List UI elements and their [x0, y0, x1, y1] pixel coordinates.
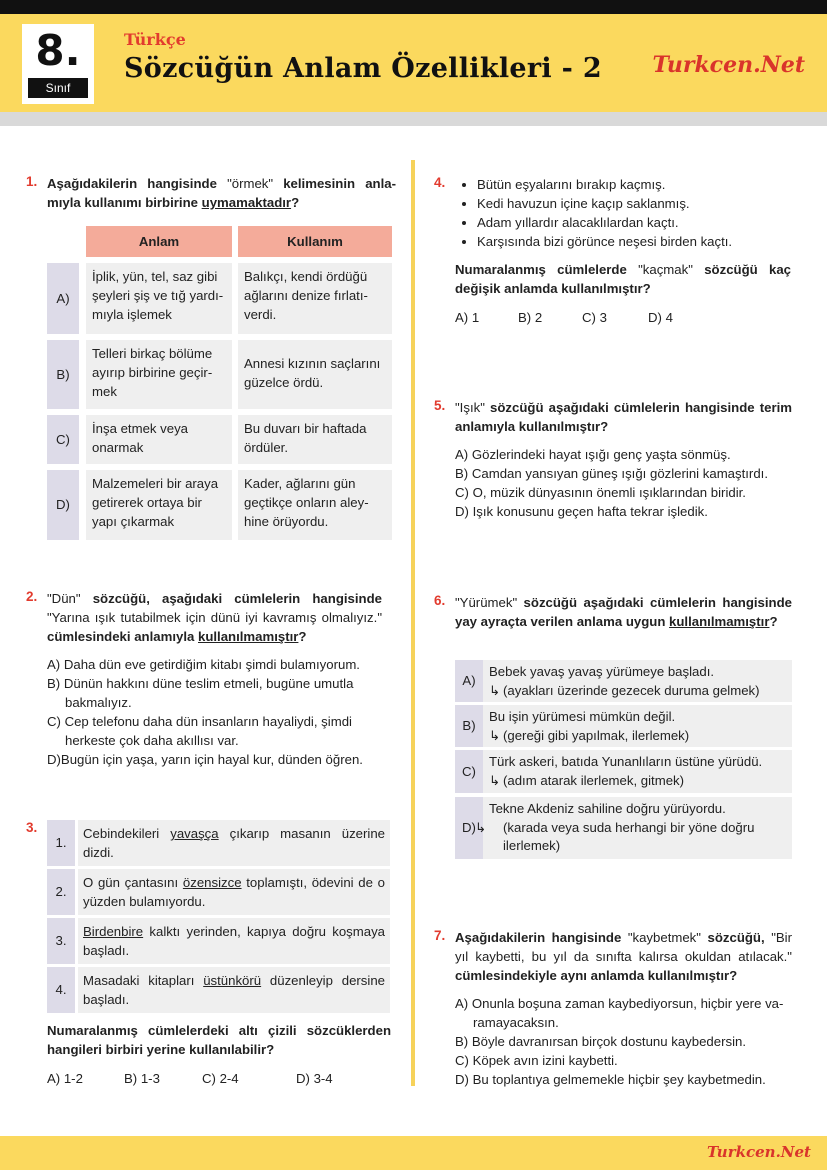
return-arrow-icon: ↳: [489, 682, 501, 698]
question-stem: Aşağıdakilerin hangisinde "kaybetmek" sözcüğü, "Bir yıl kaybetti, bu yıl da sınıfta kalırsa okuldan atılacak." cümlesindekiyle aynı anlamda kullanılmıştır?: [455, 930, 792, 983]
usage-cell: Bu duvarı bir haftada ördüler.: [238, 415, 392, 464]
question-2: [26, 589, 382, 769]
option-label: C): [47, 415, 79, 464]
option-c[interactable]: C) Köpek avın izini kaybetti.: [455, 1053, 618, 1068]
option-d[interactable]: D)Bugün için yaşa, yarın için hayal kur, dünden öğren.: [47, 752, 363, 767]
question-1: [26, 174, 396, 212]
question-number: 2.: [26, 589, 38, 604]
meaning-cell: Malzemeleri bir araya getirerek ortaya bir yapı çıkarmak: [86, 470, 232, 540]
option-label: B): [47, 340, 79, 409]
question-stem: Numaralanmış cümlelerdeki altı çizili sözcüklerden hangileri birbiri yerine kullanılabilir?: [47, 1023, 391, 1057]
option-d[interactable]: D) 4: [648, 310, 673, 325]
option-b[interactable]: B) Dünün hakkını düne teslim etmeli, bugüne umutla bakmalıyız.: [47, 676, 354, 710]
header-band: [0, 112, 827, 126]
option-a[interactable]: A) Daha dün eve getirdiğim kitabı şimdi bulamıyorum.: [47, 657, 360, 672]
option-c[interactable]: C) O, müzik dünyasının önemli ışıklarından biridir.: [455, 485, 746, 500]
list-item: • Karşısında bizi görünce neşesi birden kaçtı.: [477, 232, 807, 251]
sentence-number: 2.: [47, 869, 75, 915]
grade-number: 8.: [35, 26, 81, 75]
return-arrow-icon: ↳: [489, 772, 501, 788]
site-logo: Turkcen.Net: [652, 52, 805, 78]
question-stem: "Işık" sözcüğü aşağıdaki cümlelerin hangisinde terim anlamıyla kullanılmıştır?: [455, 400, 792, 434]
footer-logo: Turkcen.Net: [707, 1143, 811, 1161]
list-item: • Bütün eşyalarını bırakıp kaçmış.: [477, 175, 807, 194]
sentence-list: [477, 175, 807, 251]
list-item: • Kedi havuzun içine kaçıp saklanmış.: [477, 194, 807, 213]
question-number: 6.: [434, 593, 446, 608]
option-label: A): [455, 660, 483, 702]
subject-title: Türkçe: [124, 30, 186, 49]
option-b[interactable]: B) 1-3: [124, 1071, 160, 1086]
meaning-cell: İplik, yün, tel, saz gibi şeyleri şiş ve tığ yardımıyla işlemek: [86, 263, 232, 334]
meaning-cell: Telleri birkaç bölüme ayırıp birbirine geçirmek: [86, 340, 232, 409]
question-6: [434, 593, 792, 631]
question-number: 4.: [434, 175, 446, 190]
option-c[interactable]: C) 3: [582, 310, 607, 325]
option-a[interactable]: A) Gözlerindeki hayat ışığı genç yaşta sönmüş.: [455, 447, 731, 462]
option-b[interactable]: B) 2: [518, 310, 543, 325]
option-label: A): [47, 263, 79, 334]
question-stem: Aşağıdakilerin hangisinde "örmek" kelimesinin anlamıyla kullanımı birbirine uymamaktadır?: [47, 176, 396, 210]
option-a[interactable]: A) Onunla boşuna zaman kaybediyorsun, hiçbir yere varamayacaksın.: [455, 996, 784, 1030]
option-a[interactable]: A) 1-2: [47, 1071, 83, 1086]
grade-badge: [22, 24, 94, 104]
page-title: Sözcüğün Anlam Özellikleri - 2: [124, 53, 602, 84]
return-arrow-icon: ↳: [489, 727, 501, 743]
usage-cell: Annesi kızının saçlarını güzelce ördü.: [238, 340, 392, 409]
option-b[interactable]: B) Camdan yansıyan güneş ışığı gözlerini kamaştırdı.: [455, 466, 768, 481]
grade-label: Sınıf: [28, 78, 88, 98]
option-label: B): [455, 705, 483, 747]
question-number: 3.: [26, 820, 38, 835]
question-number: 1.: [26, 174, 38, 189]
question-7: [434, 928, 792, 1089]
option-row[interactable]: Türk askeri, batıda Yunanlıların üstüne yürüdü. ↳ (adım atarak ilerlemek, gitmek): [483, 750, 792, 793]
question-stem: Numaralanmış cümlelerde "kaçmak" sözcüğü kaç değişik anlamda kullanılmıştır?: [455, 262, 791, 296]
option-b[interactable]: B) Böyle davranırsan birçok dostunu kaybedersin.: [455, 1034, 747, 1049]
option-label: D): [455, 797, 483, 859]
option-c[interactable]: C) Cep telefonu daha dün insanların hayaliydi, şimdi herkeste çok daha akıllısı var.: [47, 714, 352, 748]
option-label: D): [47, 470, 79, 540]
return-arrow-icon: ↳: [475, 819, 487, 835]
sentence-number: 3.: [47, 918, 75, 964]
option-d[interactable]: D) 3-4: [296, 1071, 333, 1086]
sentence-row: Birdenbire kalktı yerinden, kapıya doğru koşmaya başladı.: [78, 918, 390, 964]
list-item: • Adam yıllardır alacaklılardan kaçtı.: [477, 213, 807, 232]
column-header-usage: Kullanım: [238, 226, 392, 257]
option-row[interactable]: Bebek yavaş yavaş yürümeye başladı. ↳ (ayakları üzerinde gezecek duruma gelmek): [483, 660, 792, 702]
sentence-number: 1.: [47, 820, 75, 866]
option-a[interactable]: A) 1: [455, 310, 480, 325]
option-row[interactable]: Tekne Akdeniz sahiline doğru yürüyordu. ↳ (karada veya suda herhangi bir yöne doğru ilerlemek): [483, 797, 792, 859]
usage-cell: Balıkçı, kendi ördüğü ağlarını denize fırlatıverdi.: [238, 263, 392, 334]
usage-cell: Kader, ağlarını gün geçtikçe onların aleyhine örüyordu.: [238, 470, 392, 540]
option-c[interactable]: C) 2-4: [202, 1071, 239, 1086]
column-divider: [411, 160, 415, 1086]
sentence-number: 4.: [47, 967, 75, 1013]
top-bar: [0, 0, 827, 14]
question-number: 5.: [434, 398, 446, 413]
column-header-meaning: Anlam: [86, 226, 232, 257]
sentence-row: O gün çantasını özensizce toplamıştı, ödevini de o yüzden bulamıyordu.: [78, 869, 390, 915]
page-footer: [0, 1136, 827, 1170]
question-number: 7.: [434, 928, 446, 943]
option-row[interactable]: Bu işin yürümesi mümkün değil. ↳ (gereği gibi yapılmak, ilerlemek): [483, 705, 792, 747]
option-d[interactable]: D) Bu toplantıya gelmemekle hiçbir şey kaybetmedin.: [455, 1072, 766, 1087]
question-stem: "Dün" sözcüğü, aşağıdaki cümlelerin hangisinde "Yarına ışık tutabilmek için dünü iyi kavramış olmalıyız." cümlesindeki anlamıyla kullanılmamıştır?: [47, 591, 382, 644]
meaning-cell: İnşa etmek veya onarmak: [86, 415, 232, 464]
sentence-row: Masadaki kitapları üstünkörü düzenleyip dersine başladı.: [78, 967, 390, 1013]
question-5: [434, 398, 792, 521]
question-stem: "Yürümek" sözcüğü aşağıdaki cümlelerin hangisinde yay ayraçta verilen anlama uygun kullanılmamıştır?: [455, 595, 792, 629]
option-label: C): [455, 750, 483, 793]
option-d[interactable]: D) Işık konusunu geçen hafta tekrar işledik.: [455, 504, 708, 519]
sentence-row: Cebindekileri yavaşça çıkarıp masanın üzerine dizdi.: [78, 820, 390, 866]
